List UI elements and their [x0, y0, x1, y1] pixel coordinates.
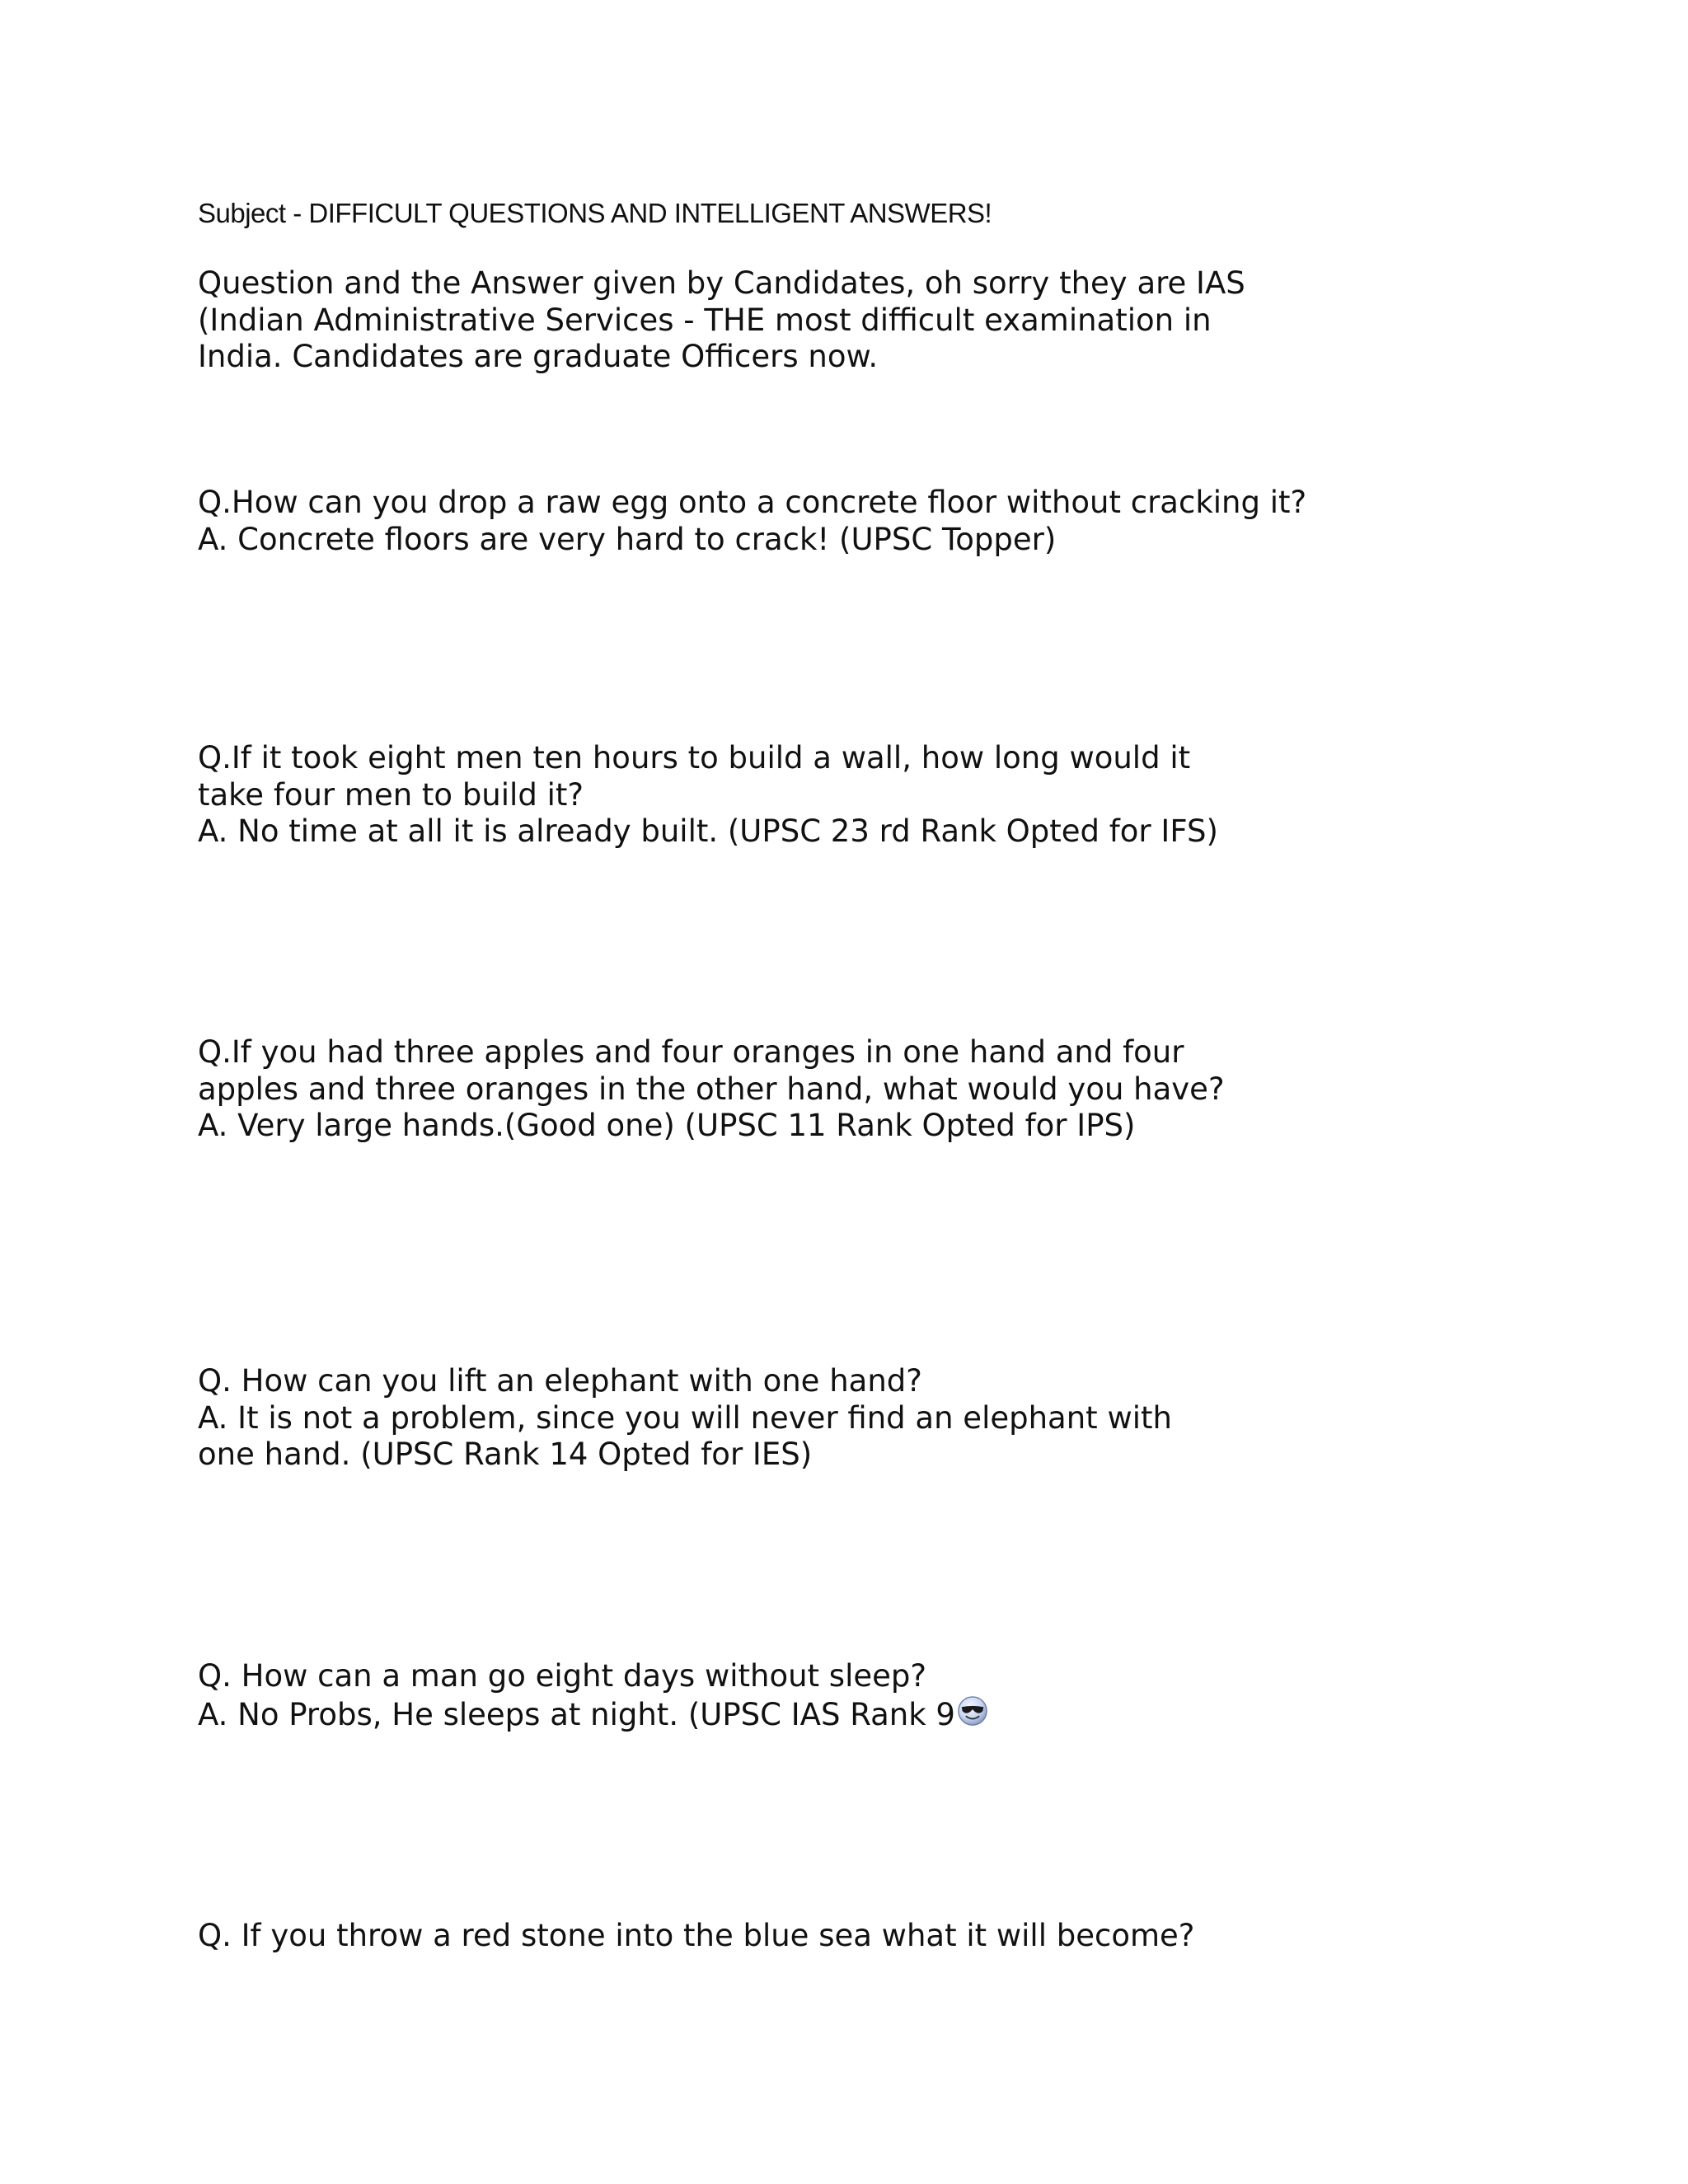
qa-block-sleep: [198, 1658, 988, 1733]
answer-line: one hand. (UPSC Rank 14 Opted for IES): [198, 1436, 813, 1472]
answer-line: [198, 1695, 988, 1734]
question-line: Q.If it took eight men ten hours to build a wall, how long would it: [198, 740, 1191, 776]
answer-text: A. No Probs, He sleeps at night. (UPSC IAS Rank 9: [198, 1696, 955, 1732]
intro-line: (Indian Administrative Services - THE most difficult examination in: [198, 302, 1212, 338]
question-line: Q.If you had three apples and four oranges in one hand and four: [198, 1034, 1184, 1070]
question-line: apples and three oranges in the other hand, what would you have?: [198, 1071, 1225, 1107]
answer-line: A. No time at all it is already built. (UPSC 23 rd Rank Opted for IFS): [198, 813, 1218, 849]
email-subject: Subject - DIFFICULT QUESTIONS AND INTELLIGENT ANSWERS!: [198, 198, 992, 228]
answer-line: A. Concrete floors are very hard to crack! (UPSC Topper): [198, 521, 1057, 557]
answer-line: A. Very large hands.(Good one) (UPSC 11 Rank Opted for IPS): [198, 1108, 1136, 1143]
qa-block-apples: [198, 1034, 1225, 1145]
question-line: Q. How can you lift an elephant with one hand?: [198, 1363, 922, 1399]
question-line: Q. If you throw a red stone into the blue sea what it will become?: [198, 1918, 1195, 1953]
qa-block-elephant: [198, 1363, 1172, 1474]
qa-block-wall: [198, 740, 1218, 851]
intro-paragraph: [198, 265, 1245, 376]
question-line: take four men to build it?: [198, 776, 584, 813]
qa-block-stone: [198, 1918, 1194, 1955]
question-line: Q.How can you drop a raw egg onto a concrete floor without cracking it?: [198, 485, 1307, 520]
intro-line: India. Candidates are graduate Officers now.: [198, 339, 879, 374]
sunglasses-smiley-icon: [957, 1695, 988, 1727]
question-line: Q. How can a man go eight days without sleep?: [198, 1658, 927, 1694]
answer-line: A. It is not a problem, since you will never find an elephant with: [198, 1399, 1172, 1436]
intro-line: Question and the Answer given by Candidates, oh sorry they are IAS: [198, 265, 1245, 301]
qa-block-egg: [198, 485, 1306, 558]
